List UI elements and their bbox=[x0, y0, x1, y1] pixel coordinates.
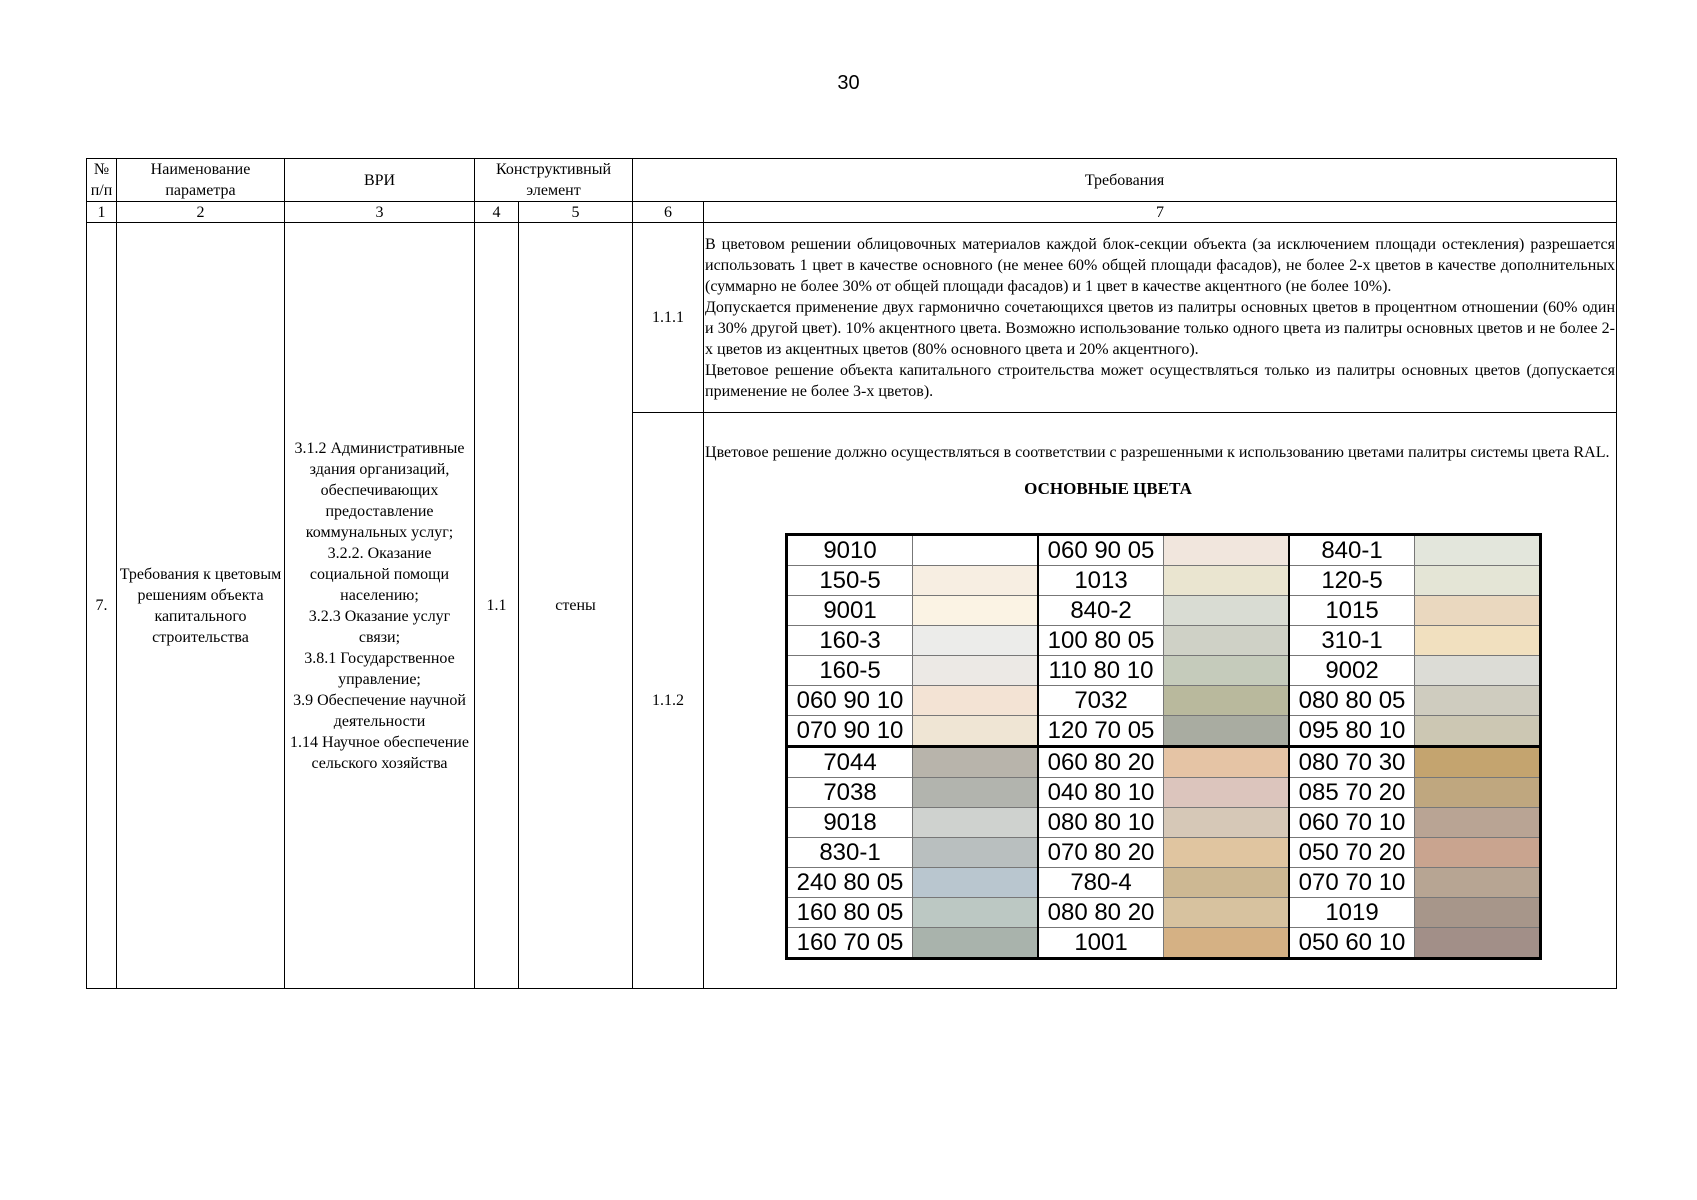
color-swatch bbox=[913, 686, 1039, 716]
color-swatch bbox=[1415, 808, 1541, 838]
row-number: 7. bbox=[87, 223, 117, 989]
header-requirements: Требования bbox=[633, 159, 1617, 202]
color-swatch bbox=[913, 626, 1039, 656]
color-swatch bbox=[1164, 898, 1290, 928]
color-code: 120-5 bbox=[1289, 566, 1415, 596]
color-swatch bbox=[1415, 868, 1541, 898]
palette-row bbox=[787, 566, 1541, 596]
color-swatch bbox=[1164, 686, 1290, 716]
palette-row bbox=[787, 898, 1541, 928]
color-code: 1001 bbox=[1038, 928, 1164, 959]
color-swatch bbox=[913, 928, 1039, 959]
color-swatch bbox=[1415, 928, 1541, 959]
color-swatch bbox=[1415, 626, 1541, 656]
color-swatch bbox=[1415, 686, 1541, 716]
color-code: 9018 bbox=[787, 808, 913, 838]
color-code: 7032 bbox=[1038, 686, 1164, 716]
color-swatch bbox=[1164, 566, 1290, 596]
color-swatch bbox=[1415, 596, 1541, 626]
requirement-paragraph: Цветовое решение должно осуществляться в соответствии с разрешенными к использованию цветами палитры системы цвета RAL. bbox=[705, 444, 1610, 461]
color-code: 050 70 20 bbox=[1289, 838, 1415, 868]
color-code: 080 70 30 bbox=[1289, 747, 1415, 778]
palette-row bbox=[787, 716, 1541, 747]
color-swatch bbox=[913, 566, 1039, 596]
color-swatch bbox=[913, 656, 1039, 686]
color-swatch bbox=[1415, 838, 1541, 868]
color-code: 840-1 bbox=[1289, 535, 1415, 566]
color-code: 1013 bbox=[1038, 566, 1164, 596]
requirement-paragraph: В цветовом решении облицовочных материалов каждой блок-секции объекта (за исключением площади остекления) разрешается использовать 1 цвет в качестве основного (не менее 60% общей площади фасадов), не более 2-х цветов в качестве дополнительных (суммарно не более 30% от общей площади фасадов) и 1 цвет в качестве акцентного (не более 10%). bbox=[705, 236, 1616, 295]
color-code: 060 70 10 bbox=[1289, 808, 1415, 838]
color-code: 830-1 bbox=[787, 838, 913, 868]
col-number: 6 bbox=[633, 202, 704, 223]
vri-item: 3.2.3 Оказание услуг связи; bbox=[308, 607, 451, 646]
color-code: 080 80 20 bbox=[1038, 898, 1164, 928]
color-swatch bbox=[913, 838, 1039, 868]
requirement-paragraph: Цветовое решение объекта капитального строительства может осуществляться только из палитры основных цветов (допускается применение не более 3-х цветов). bbox=[705, 362, 1616, 400]
palette-row bbox=[787, 868, 1541, 898]
color-code: 150-5 bbox=[787, 566, 913, 596]
col-number: 1 bbox=[87, 202, 117, 223]
color-code: 7038 bbox=[787, 778, 913, 808]
color-code: 060 90 05 bbox=[1038, 535, 1164, 566]
color-code: 840-2 bbox=[1038, 596, 1164, 626]
color-swatch bbox=[913, 535, 1039, 566]
sub-code-1: 1.1.1 bbox=[633, 223, 704, 413]
color-swatch bbox=[1415, 778, 1541, 808]
palette-row bbox=[787, 626, 1541, 656]
color-swatch bbox=[1164, 656, 1290, 686]
vri-item: 3.2.2. Оказание социальной помощи населению; bbox=[309, 544, 450, 604]
color-swatch bbox=[1164, 626, 1290, 656]
header-element: Конструктивный элемент bbox=[475, 159, 633, 202]
vri-item: 3.1.2 Административные здания организаций, обеспечивающих предоставление коммунальных услуг; bbox=[294, 439, 465, 541]
color-swatch bbox=[1164, 778, 1290, 808]
palette-row bbox=[787, 928, 1541, 959]
requirements-table bbox=[86, 158, 1617, 989]
header-row bbox=[87, 159, 1617, 202]
col-number: 7 bbox=[704, 202, 1617, 223]
color-code: 070 70 10 bbox=[1289, 868, 1415, 898]
vri-item: 3.9 Обеспечение научной деятельности bbox=[293, 691, 466, 730]
header-num: № п/п bbox=[87, 159, 117, 202]
requirement-paragraph: Допускается применение двух гармонично сочетающихся цветов из палитры основных цветов в процентном отношении (60% один и 30% другой цвет). 10% акцентного цвета. Возможно использование только одного цвета из палитры основных цветов и не более 2-х цветов из акцентных цветов (80% основного цвета и 20% акцентного). bbox=[705, 299, 1616, 358]
color-code: 095 80 10 bbox=[1289, 716, 1415, 747]
palette-row bbox=[787, 596, 1541, 626]
color-swatch bbox=[913, 596, 1039, 626]
color-code: 100 80 05 bbox=[1038, 626, 1164, 656]
table-row bbox=[87, 223, 1617, 413]
color-swatch bbox=[1415, 898, 1541, 928]
vri-item: 3.8.1 Государственное управление; bbox=[304, 649, 455, 688]
color-swatch bbox=[1415, 747, 1541, 778]
palette-row bbox=[787, 686, 1541, 716]
color-code: 160-5 bbox=[787, 656, 913, 686]
header-vri: ВРИ bbox=[285, 159, 475, 202]
palette-row bbox=[787, 838, 1541, 868]
parameter-name: Требования к цветовым решениям объекта капитального строительства bbox=[117, 223, 285, 989]
color-code: 080 80 05 bbox=[1289, 686, 1415, 716]
header-param: Наименование параметра bbox=[117, 159, 285, 202]
color-code: 160 70 05 bbox=[787, 928, 913, 959]
color-code: 110 80 10 bbox=[1038, 656, 1164, 686]
color-code: 9001 bbox=[787, 596, 913, 626]
color-swatch bbox=[1164, 838, 1290, 868]
color-code: 9002 bbox=[1289, 656, 1415, 686]
color-code: 1019 bbox=[1289, 898, 1415, 928]
color-code: 040 80 10 bbox=[1038, 778, 1164, 808]
color-swatch bbox=[1164, 868, 1290, 898]
color-swatch bbox=[1164, 535, 1290, 566]
palette-row bbox=[787, 535, 1541, 566]
color-swatch bbox=[1415, 535, 1541, 566]
requirement-text-1 bbox=[704, 223, 1617, 413]
palette-row bbox=[787, 656, 1541, 686]
color-swatch bbox=[1415, 716, 1541, 747]
color-code: 060 90 10 bbox=[787, 686, 913, 716]
col-number: 2 bbox=[117, 202, 285, 223]
color-palette bbox=[785, 533, 1542, 960]
element-code: 1.1 bbox=[475, 223, 519, 989]
color-code: 120 70 05 bbox=[1038, 716, 1164, 747]
color-code: 780-4 bbox=[1038, 868, 1164, 898]
color-swatch bbox=[1415, 566, 1541, 596]
color-swatch bbox=[1164, 808, 1290, 838]
color-swatch bbox=[913, 898, 1039, 928]
color-code: 160 80 05 bbox=[787, 898, 913, 928]
color-code: 050 60 10 bbox=[1289, 928, 1415, 959]
requirement-text-2 bbox=[704, 413, 1617, 989]
color-code: 070 90 10 bbox=[787, 716, 913, 747]
color-code: 240 80 05 bbox=[787, 868, 913, 898]
color-code: 160-3 bbox=[787, 626, 913, 656]
color-swatch bbox=[913, 716, 1039, 747]
col-number: 3 bbox=[285, 202, 475, 223]
palette-title: ОСНОВНЫЕ ЦВЕТА bbox=[1024, 479, 1192, 498]
palette-row bbox=[787, 747, 1541, 778]
sub-code-2: 1.1.2 bbox=[633, 413, 704, 989]
column-numbers-row bbox=[87, 202, 1617, 223]
color-swatch bbox=[1415, 656, 1541, 686]
color-code: 7044 bbox=[787, 747, 913, 778]
col-number: 5 bbox=[519, 202, 633, 223]
color-code: 310-1 bbox=[1289, 626, 1415, 656]
element-name: стены bbox=[519, 223, 633, 989]
palette-row bbox=[787, 778, 1541, 808]
color-code: 9010 bbox=[787, 535, 913, 566]
color-swatch bbox=[1164, 596, 1290, 626]
vri-item: 1.14 Научное обеспечение сельского хозяйства bbox=[290, 733, 469, 772]
color-swatch bbox=[913, 747, 1039, 778]
color-code: 070 80 20 bbox=[1038, 838, 1164, 868]
color-swatch bbox=[913, 778, 1039, 808]
vri-list bbox=[285, 223, 475, 989]
color-code: 085 70 20 bbox=[1289, 778, 1415, 808]
color-swatch bbox=[913, 808, 1039, 838]
color-swatch bbox=[1164, 747, 1290, 778]
color-code: 080 80 10 bbox=[1038, 808, 1164, 838]
color-swatch bbox=[913, 868, 1039, 898]
color-code: 1015 bbox=[1289, 596, 1415, 626]
color-swatch bbox=[1164, 716, 1290, 747]
palette-row bbox=[787, 808, 1541, 838]
color-code: 060 80 20 bbox=[1038, 747, 1164, 778]
page-number: 30 bbox=[837, 72, 860, 94]
col-number: 4 bbox=[475, 202, 519, 223]
color-swatch bbox=[1164, 928, 1290, 959]
